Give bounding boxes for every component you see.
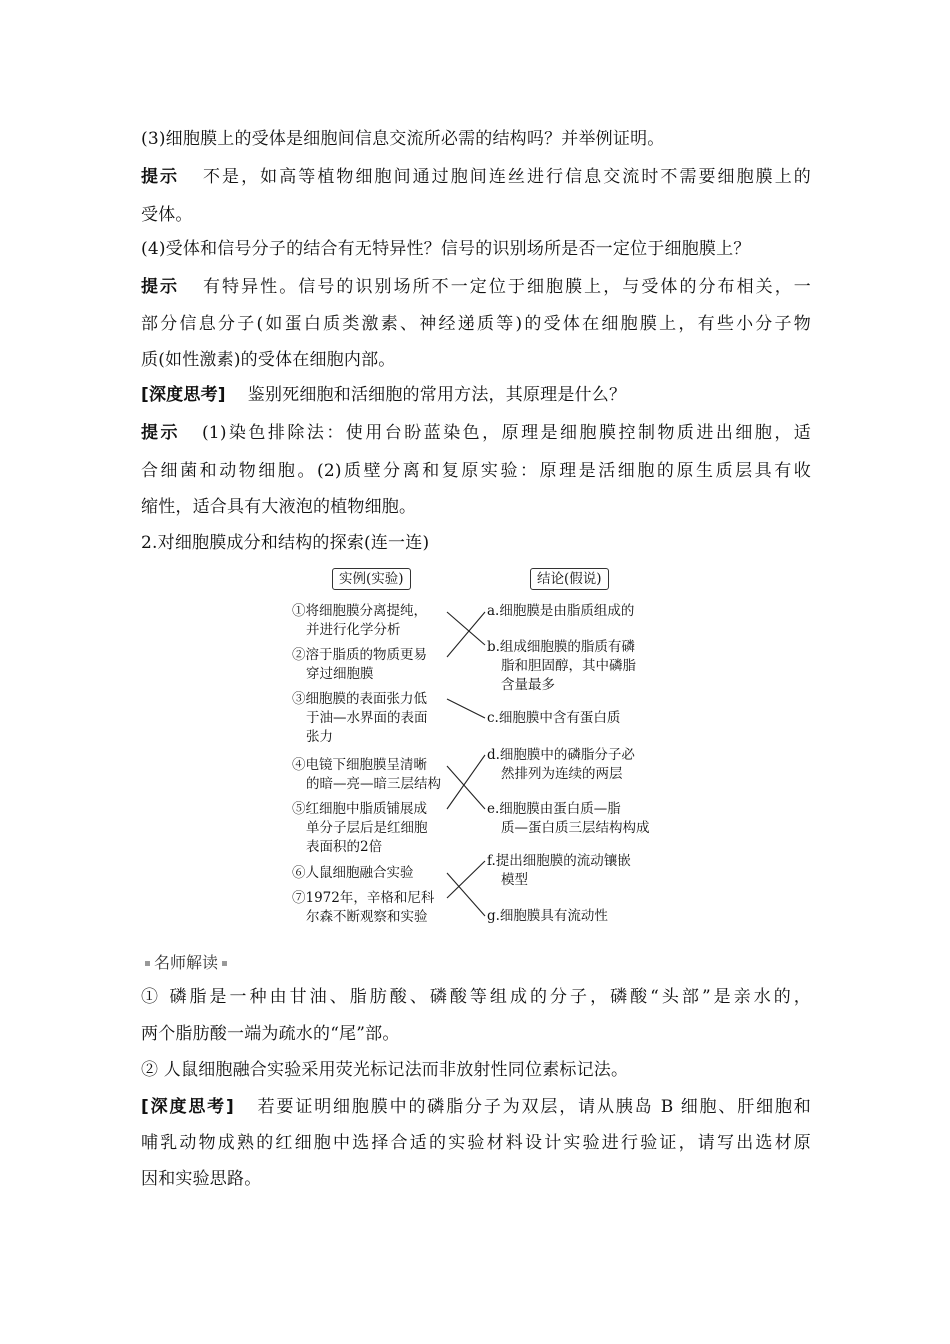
line-4-e — [447, 766, 485, 809]
deep-thinking-1: [深度思考] 鉴别死细胞和活细胞的常用方法，其原理是什么？ — [141, 385, 627, 405]
hint-3-line-2: 受体。 — [141, 205, 193, 225]
hint-4-line-3: 质(如性激素)的受体在细胞内部。 — [141, 350, 396, 370]
left-item-1: ①将细胞膜分离提纯， 并进行化学分析 — [292, 603, 427, 638]
line-3-c — [447, 699, 485, 718]
deep-label: [深度思考] — [141, 385, 226, 405]
note-2: ② 人鼠细胞融合实验采用荧光标记法而非放射性同位素标记法。 — [141, 1060, 629, 1080]
right-item-f: f.提出细胞膜的流动镶嵌 模型 — [487, 853, 631, 888]
left-item-5: ⑤红细胞中脂质铺展成 单分子层后是红细胞 表面积的2倍 — [292, 801, 428, 855]
matching-lines — [280, 560, 680, 940]
deep-thinking-2-line-2: 哺乳动物成熟的红细胞中选择合适的实验材料设计实验进行验证，请写出选材原 — [141, 1133, 811, 1153]
line-2-a — [447, 612, 485, 657]
right-header: 结论(假说) — [530, 568, 609, 590]
left-header: 实例(实验) — [332, 568, 411, 590]
matching-diagram — [280, 560, 680, 940]
question-4: (4)受体和信号分子的结合有无特异性？信号的识别场所是否一定位于细胞膜上？ — [141, 239, 751, 259]
left-item-6: ⑥人鼠细胞融合实验 — [292, 865, 414, 881]
right-item-b: b.组成细胞膜的脂质有磷 脂和胆固醇，其中磷脂 含量最多 — [487, 639, 636, 693]
left-item-3: ③细胞膜的表面张力低 于油—水界面的表面 张力 — [292, 691, 428, 745]
left-item-4: ④电镜下细胞膜呈清晰 的暗—亮—暗三层结构 — [292, 757, 441, 792]
hint-3-line-1: 提示 不是，如高等植物细胞间通过胞间连丝进行信息交流时不需要细胞膜上的 — [141, 167, 811, 187]
hint-5-line-3: 缩性，适合具有大液泡的植物细胞。 — [141, 497, 417, 517]
left-item-7: ⑦1972年，辛格和尼科 尔森不断观察和实验 — [292, 890, 435, 925]
right-item-a: a.细胞膜是由脂质组成的 — [487, 603, 635, 619]
right-item-d: d.细胞膜中的磷脂分子必 然排列为连续的两层 — [487, 747, 635, 782]
left-item-2: ②溶于脂质的物质更易 穿过细胞膜 — [292, 647, 427, 682]
question-3: (3)细胞膜上的受体是细胞间信息交流所必需的结构吗？并举例证明。 — [141, 129, 665, 149]
hint-5-line-1: 提示 (1)染色排除法：使用台盼蓝染色，原理是细胞膜控制物质进出细胞，适 — [141, 423, 811, 443]
hint-label: 提示 — [141, 167, 180, 187]
hint-label: 提示 — [141, 423, 180, 443]
note-1-line-2: 两个脂肪酸一端为疏水的“尾”部。 — [141, 1024, 400, 1044]
note-title: 名师解读 — [141, 950, 231, 973]
right-item-g: g.细胞膜具有流动性 — [487, 908, 608, 924]
note-1-line-1: ① 磷脂是一种由甘油、脂肪酸、磷酸等组成的分子，磷酸“头部”是亲水的， — [141, 987, 811, 1007]
hint-4-line-2: 部分信息分子(如蛋白质类激素、神经递质等)的受体在细胞膜上，有些小分子物 — [141, 314, 811, 334]
line-5-d — [447, 755, 485, 809]
deep-label: [深度思考] — [141, 1097, 234, 1117]
deep-thinking-2-line-3: 因和实验思路。 — [141, 1169, 262, 1189]
right-item-e: e.细胞膜由蛋白质—脂 质—蛋白质三层结构构成 — [487, 801, 650, 836]
hint-4-line-1: 提示 有特异性。信号的识别场所不一定位于细胞膜上，与受体的分布相关，一 — [141, 277, 811, 297]
hint-label: 提示 — [141, 277, 180, 297]
line-1-b — [447, 612, 485, 645]
right-item-c: c.细胞膜中含有蛋白质 — [487, 710, 621, 726]
section-2-title: 2.对细胞膜成分和结构的探索(连一连) — [141, 533, 430, 553]
hint-5-line-2: 合细菌和动物细胞。(2)质壁分离和复原实验：原理是活细胞的原生质层具有收 — [141, 461, 811, 481]
deep-thinking-2-line-1: [深度思考] 若要证明细胞膜中的磷脂分子为双层，请从胰岛 B 细胞、肝细胞和 — [141, 1097, 811, 1117]
